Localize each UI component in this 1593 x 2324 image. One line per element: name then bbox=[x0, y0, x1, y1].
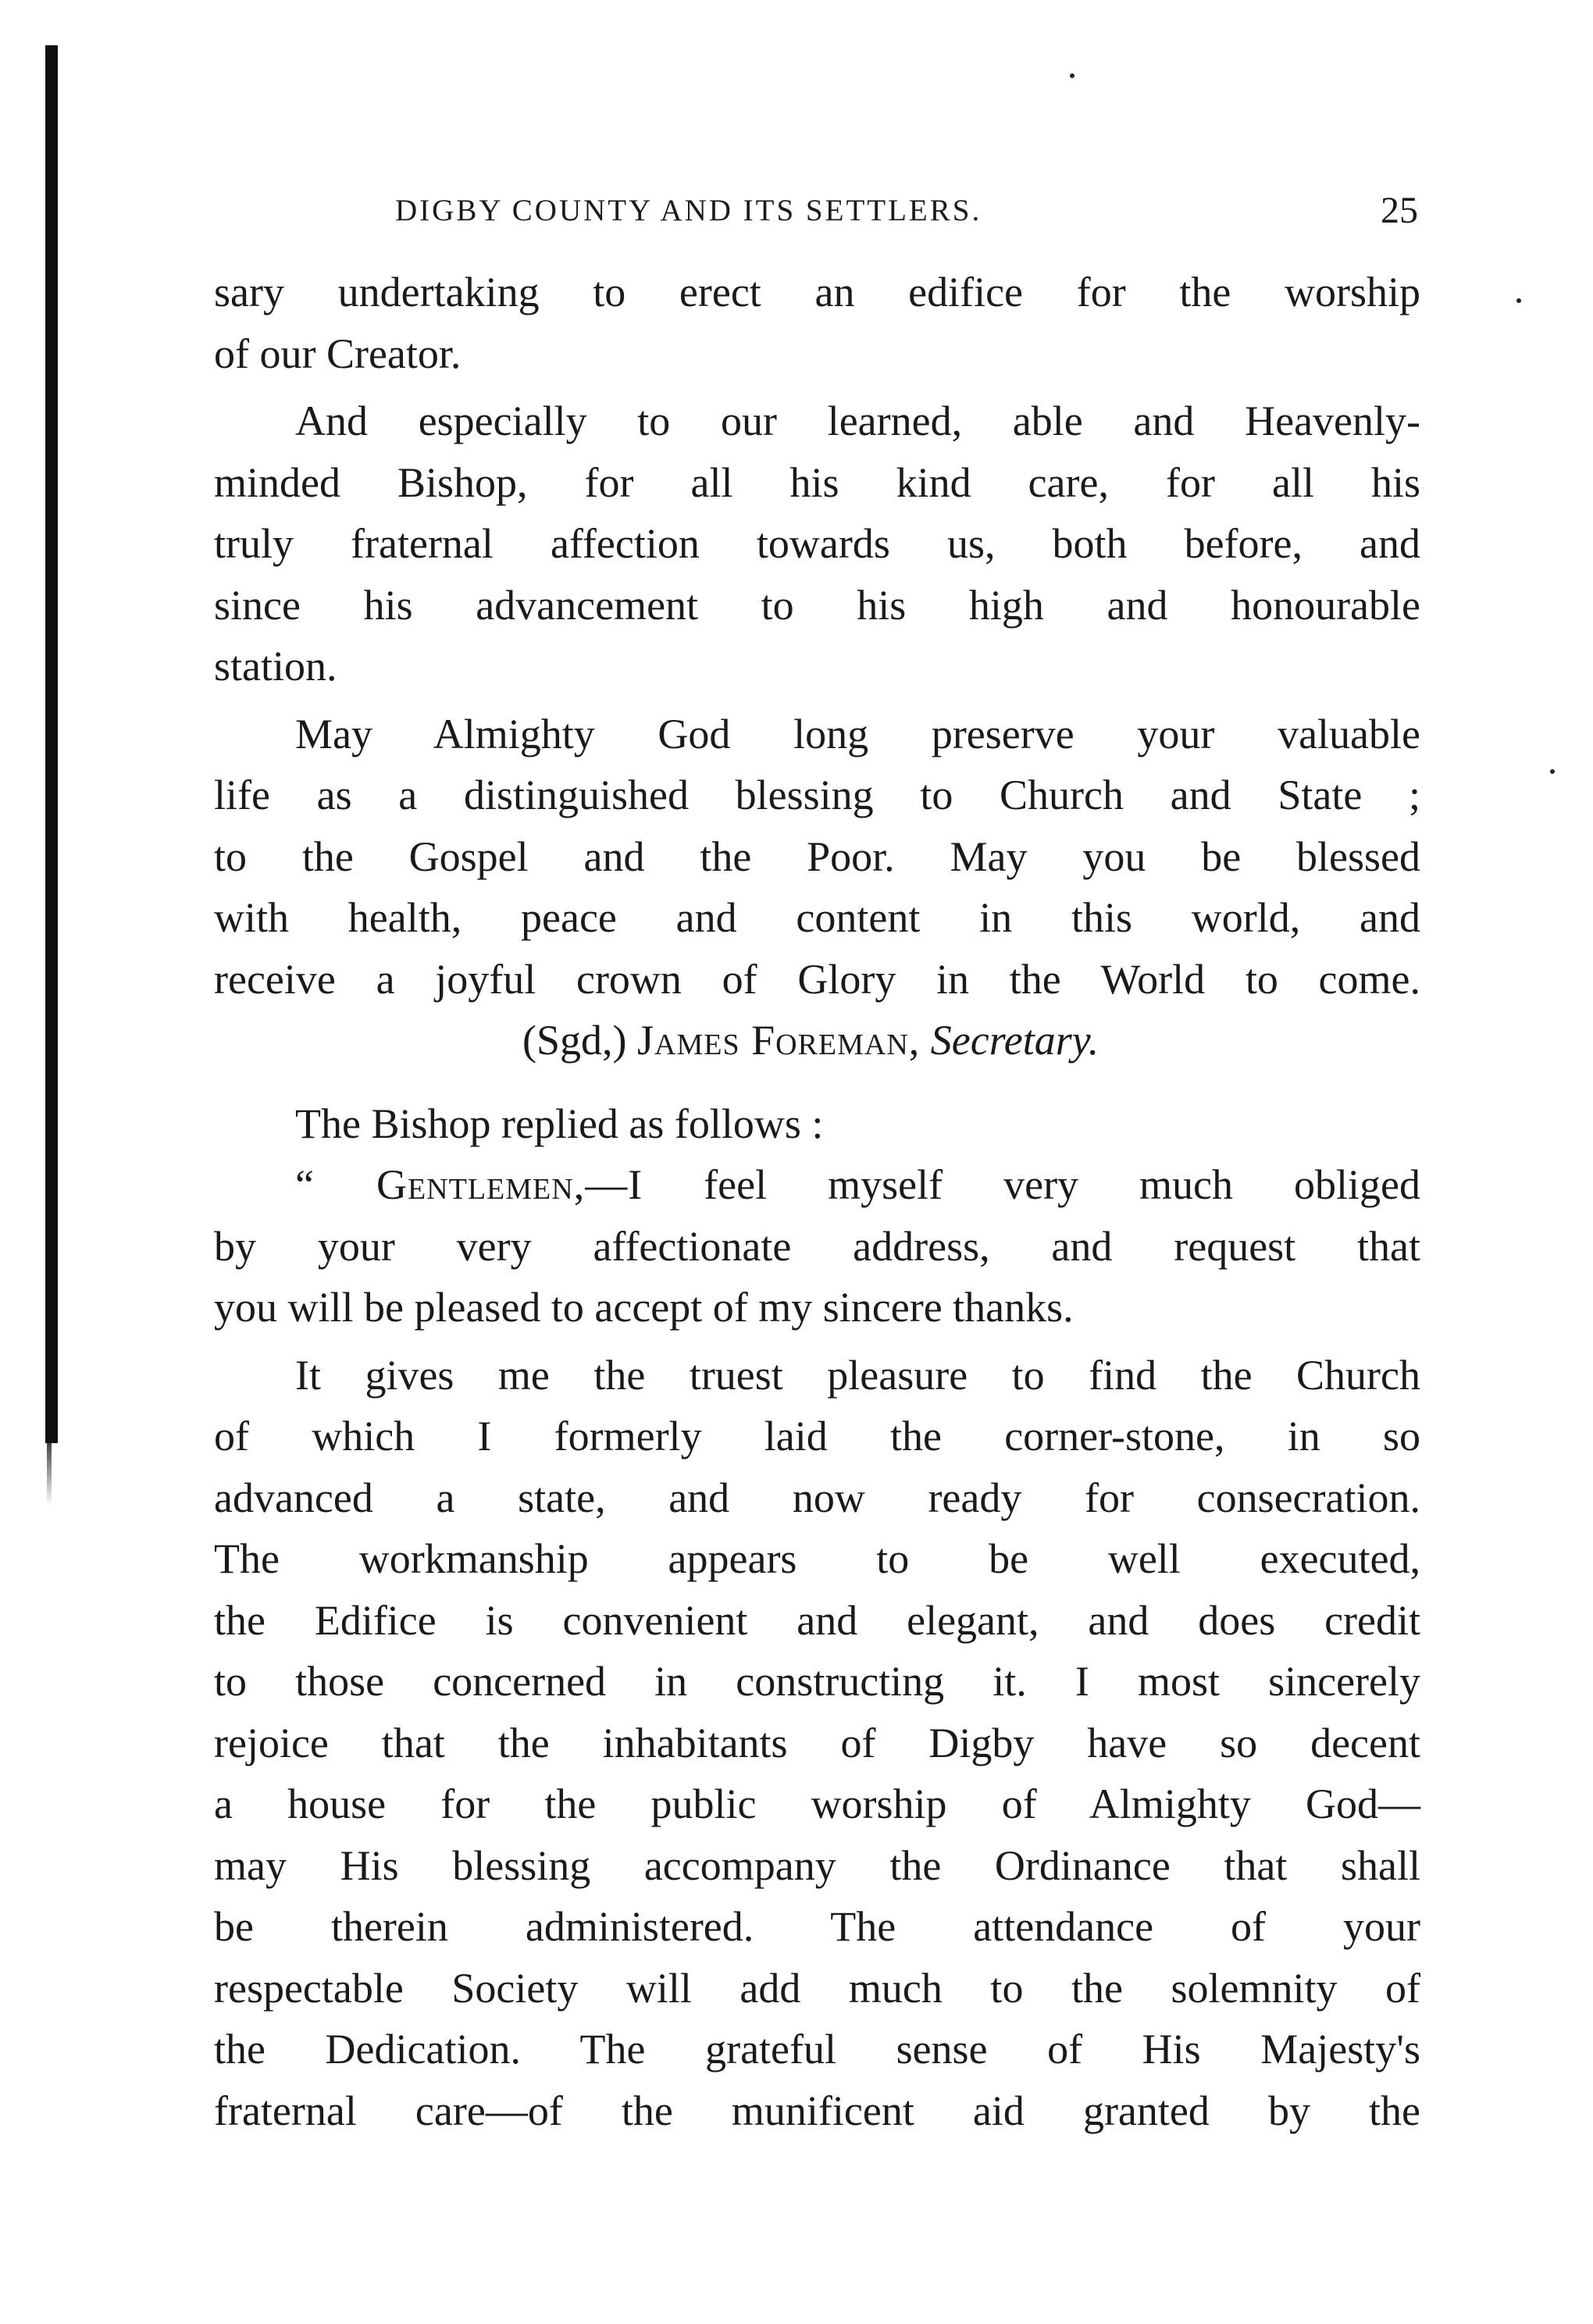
ink-speck bbox=[1070, 73, 1074, 78]
text-line: of our Creator. bbox=[214, 330, 462, 377]
text-line: of which I formerly laid the corner-stone, in so bbox=[214, 1413, 1420, 1460]
text-line: The workmanship appears to be well executed, bbox=[214, 1535, 1420, 1582]
binding-edge-fade bbox=[47, 1443, 52, 1506]
text-line: truly fraternal affection towards us, both before, and bbox=[214, 520, 1420, 567]
text-line: the Edifice is convenient and elegant, and does credit bbox=[214, 1596, 1420, 1644]
signature-prefix: (Sgd,) bbox=[522, 1017, 627, 1064]
text-line: The Bishop replied as follows : bbox=[295, 1100, 824, 1147]
running-head bbox=[395, 187, 1418, 234]
text-line: And especially to our learned, able and Heavenly- bbox=[295, 397, 1420, 444]
text-line: fraternal care—of the munificent aid granted by the bbox=[214, 2087, 1420, 2134]
binding-edge bbox=[45, 45, 58, 1443]
text-line: be therein administered. The attendance of your bbox=[214, 1903, 1420, 1950]
text-line: the Dedication. The grateful sense of His Majesty's bbox=[214, 2026, 1420, 2073]
text-line: a house for the public worship of Almighty God— bbox=[214, 1780, 1420, 1827]
text-line: since his advancement to his high and honourable bbox=[214, 581, 1420, 629]
text-line: station. bbox=[214, 643, 337, 690]
text-line: minded Bishop, for all his kind care, for all his bbox=[214, 458, 1420, 506]
page-number: 25 bbox=[1381, 190, 1418, 231]
text-line: you will be pleased to accept of my sincere thanks. bbox=[214, 1284, 1074, 1331]
text-line bbox=[214, 1154, 1420, 1216]
signature-line bbox=[214, 1010, 1420, 1071]
ink-speck bbox=[1550, 769, 1555, 774]
signature-name: James Foreman, bbox=[637, 1017, 921, 1064]
text-line: may His blessing accompany the Ordinance that shall bbox=[214, 1841, 1420, 1889]
salutation: “ Gentlemen,—I bbox=[295, 1161, 643, 1208]
ink-speck bbox=[1516, 298, 1521, 303]
text-line: respectable Society will add much to the solemnity of bbox=[214, 1964, 1420, 2012]
text-line-rest: feel myself very much obliged bbox=[704, 1161, 1420, 1208]
text-line: to those concerned in constructing it. I most sincerely bbox=[214, 1658, 1420, 1705]
text-line: life as a distinguished blessing to Church and State ; bbox=[214, 772, 1420, 818]
text-line: rejoice that the inhabitants of Digby have so decent bbox=[214, 1719, 1420, 1766]
running-title: DIGBY COUNTY AND ITS SETTLERS. bbox=[395, 194, 982, 227]
text-line: sary undertaking to erect an edifice for the worship bbox=[214, 269, 1420, 315]
signature-title: Secretary. bbox=[930, 1017, 1099, 1064]
page-text bbox=[214, 262, 1420, 2141]
text-line: It gives me the truest pleasure to find the Church bbox=[295, 1351, 1420, 1399]
text-line: to the Gospel and the Poor. May you be blessed bbox=[214, 832, 1420, 880]
text-line: May Almighty God long preserve your valuable bbox=[295, 710, 1420, 757]
text-line: with health, peace and content in this world, and bbox=[214, 894, 1420, 941]
text-line: by your very affectionate address, and request that bbox=[214, 1222, 1420, 1270]
text-line: receive a joyful crown of Glory in the World to come. bbox=[214, 955, 1420, 1003]
text-line: advanced a state, and now ready for consecration. bbox=[214, 1474, 1420, 1521]
